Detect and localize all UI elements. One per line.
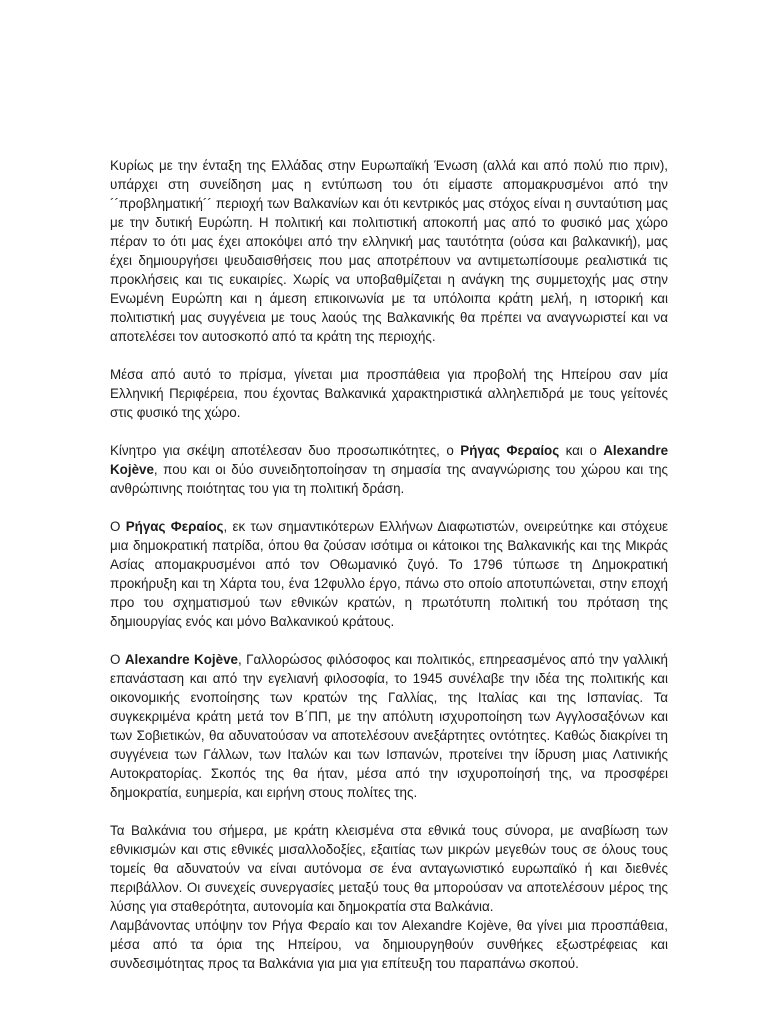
paragraph-rigas [110,517,668,631]
rigas-text-body: , εκ των σημαντικότερων Ελλήνων Διαφωτιστών, ονειρεύτηκε και στόχευε μια δημοκρατική πατρίδα, όπου θα ζούσαν ισότιμα οι κάτοικοι της Βαλκανικής και της Μικράς Ασίας απομακρυσμένοι από τον Οθωμανικό ζυγό. Το 1796 τύπωσε τη Δημοκρατική προκήρυξη και τη Χάρτα του, ένα 12φυλλο έργο, πάνω στο οποίο αποτυπώνεται, στην εποχή προ του σχηματισμού των εθνικών κρατών, η πρωτότυπη πολιτική του πρόταση της δημιουργίας ενός και μόνο Βαλκανικού κράτους. [110,519,669,629]
name-rigas-feraios: Ρήγας Φεραίος [125,519,224,534]
paragraph-epirus-prism: Μέσα από αυτό το πρίσμα, γίνεται μια προσπάθεια για προβολή της Ηπείρου σαν μία Ελληνική Περιφέρεια, που έχοντας Βαλκανικά χαρακτηριστικά αλληλεπιδρά με τους γείτονές στις φυσικό της χώρο. [110,367,668,420]
kojeve-text-start: Ο [110,652,125,667]
motivation-text-mid: και ο [559,443,604,458]
motivation-text-end: , που και οι δύο συνειδητοποίησαν τη σημασία της αναγνώρισης του χώρου και της ανθρώπινης ποιότητας του για τη πολιτική δράση. [110,462,668,496]
name-alexandre-kojeve: Alexandre Kojève [110,443,669,477]
paragraph-balkans-today: Τα Βαλκάνια του σήμερα, με κράτη κλεισμένα στα εθνικά τους σύνορα, με αναβίωση των εθνικισμών και στις εθνικές μισαλλοδοξίες, εξαιτίας των μικρών μεγεθών τους σε όλους τους τομείς θα αδυνατούν να είναι αυτόνομα σε ένα ανταγωνιστικό ευρωπαϊκό ή και διεθνές περιβάλλον. Οι συνεχείς συνεργασίες μεταξύ τους θα μπορούσαν να αποτελέσουν μέρος της λύσης για σταθερότητα, αυτονομία και δημοκρατία στα Βαλκάνια. [110,823,668,914]
motivation-text-start: Κίνητρο για σκέψη αποτέλεσαν δυο προσωπικότητες, ο [110,443,461,458]
paragraph-intro: Κυρίως με την ένταξη της Ελλάδας στην Ευρωπαϊκή Ένωση (αλλά και από πολύ πιο πριν), υπάρχει στη συνείδηση μας η εντύπωση του ότι είμαστε απομακρυσμένοι από την ´´προβληματική´´ περιοχή των Βαλκανίων και ότι κεντρικός μας στόχος είναι η συνταύτιση μας με την δυτική Ευρώπη. Η πολιτική και πολιτιστική αποκοπή μας από το φυσικό μας χώρο πέραν το ότι μας έχει αποκόψει από την ελληνική μας ταυτότητα (ούσα και βαλκανική), μας έχει δημιουργήσει ψευδαισθήσεις που μας αποτρέπουν να αντιμετωπίσουμε ρεαλιστικά τις προκλήσεις και τις ευκαιρίες. Χωρίς να υποβαθμίζεται η ανάγκη της συμμετοχής μας στην Ενωμένη Ευρώπη και η άμεση επικοινωνία με τα υπόλοιπα κράτη μελή, η ιστορική και πολιτιστική μας συγγένεια με τους λαούς της Βαλκανικής θα πρέπει να αναγνωριστεί και να αποτελέσει τον αυτοσκοπό από τα κράτη της περιοχής. [110,158,668,344]
paragraph-motivation [110,441,668,498]
document-body [110,156,668,992]
paragraph-conclusion: Λαμβάνοντας υπόψην τον Ρήγα Φεραίο και τον Alexandre Kojève, θα γίνει μια προσπάθεια, μέσα από τα όρια της Ηπείρου, να δημιουργηθούν συνθήκες εξωστρέφειας και συνδεσιμότητας προς τα Βαλκάνια για μια για επίτευξη του παραπάνω σκοπού. [110,918,668,971]
name-rigas-feraios: Ρήγας Φεραίος [460,443,560,458]
paragraph-kojeve [110,650,668,802]
name-alexandre-kojeve: Alexandre Kojève [124,652,238,667]
rigas-text-start: Ο [110,519,126,534]
kojeve-text-body: , Γαλλορώσος φιλόσοφος και πολιτικός, επηρεασμένος από την γαλλική επανάσταση και από την εγελιανή φιλοσοφία, το 1945 συνέλαβε την ιδέα της πολιτικής και οικονομικής ενοποίησης των κρατών της Γαλλίας, της Ιταλίας και της Ισπανίας. Τα συγκεκριμένα κράτη μετά τον Β΄ΠΠ, με την απόλυτη ισχυροποίηση των Αγγλοσαξόνων και των Σοβιετικών, θα αδυνατούσαν να αποτελέσουν ανεξάρτητες οντότητες. Καθώς διακρίνει τη συγγένεια των Γάλλων, των Ιταλών και των Ισπανών, προτείνει την ίδρυση μιας Λατινικής Αυτοκρατορίας. Σκοπός της θα ήταν, μέσα από την ισχυροποίησή της, να προσφέρει δημοκρατία, ευημερία, και ειρήνη στους πολίτες της. [110,652,668,800]
